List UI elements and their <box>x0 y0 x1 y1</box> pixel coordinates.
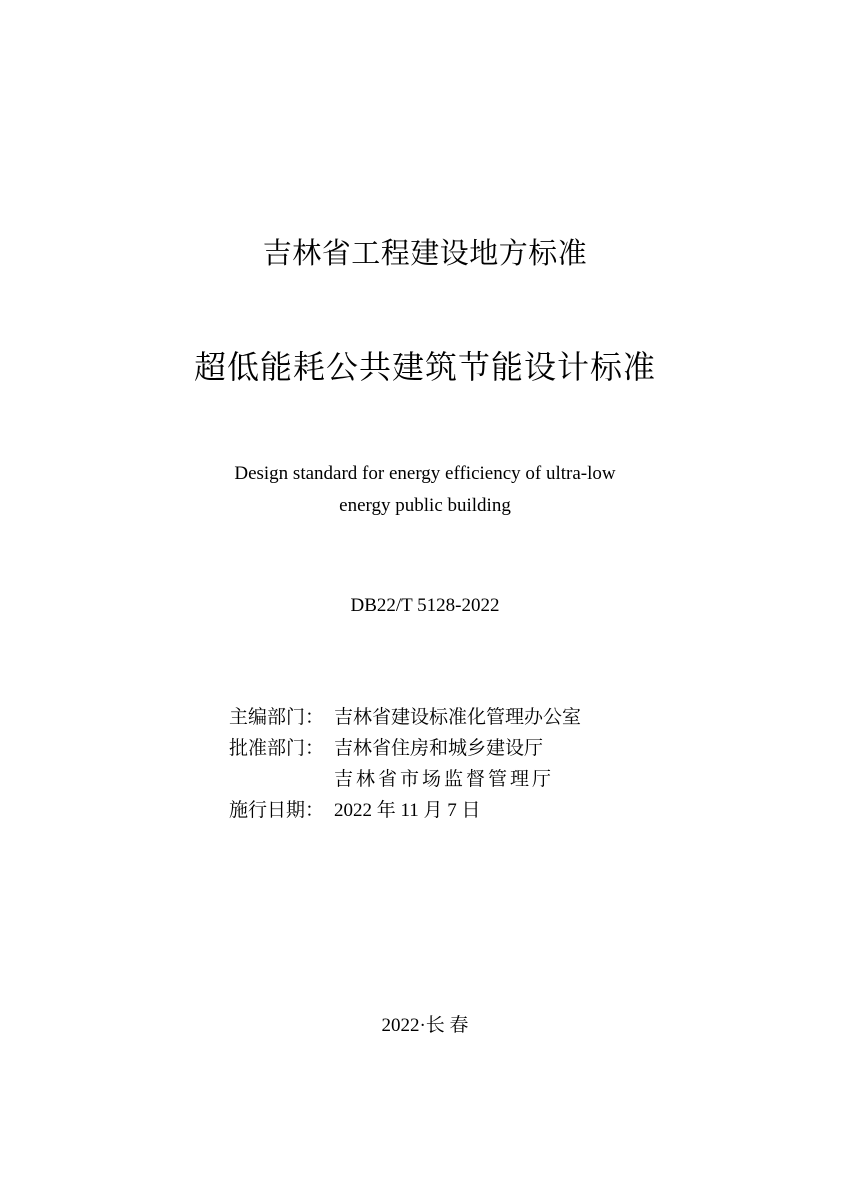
english-title-line-1: Design standard for energy efficiency of ultra-low <box>234 463 616 484</box>
editor-row <box>229 702 581 733</box>
approval-value-2: 吉林省市场监督管理厅 <box>334 769 555 790</box>
editor-label: 主编部门： <box>229 707 325 728</box>
publication-info <box>229 702 581 826</box>
series-title: 吉林省工程建设地方标准 <box>262 236 588 270</box>
effective-row <box>229 795 581 826</box>
effective-value: 2022 年 11 月 7 日 <box>334 800 481 821</box>
effective-label: 施行日期： <box>229 800 325 821</box>
approval-label: 批准部门： <box>229 738 325 759</box>
footer-place-year: 2022·长 春 <box>381 1015 469 1036</box>
english-title-line-2: energy public building <box>339 495 511 516</box>
approval-value-1: 吉林省住房和城乡建设厅 <box>334 738 544 759</box>
standard-code: DB22/T 5128-2022 <box>350 595 500 616</box>
editor-value: 吉林省建设标准化管理办公室 <box>334 707 582 728</box>
main-title: 超低能耗公共建筑节能设计标准 <box>193 348 656 386</box>
approval-label-spacer <box>229 764 334 795</box>
english-title <box>0 458 850 522</box>
approval-row <box>229 733 581 764</box>
approval-row-2 <box>229 764 581 795</box>
